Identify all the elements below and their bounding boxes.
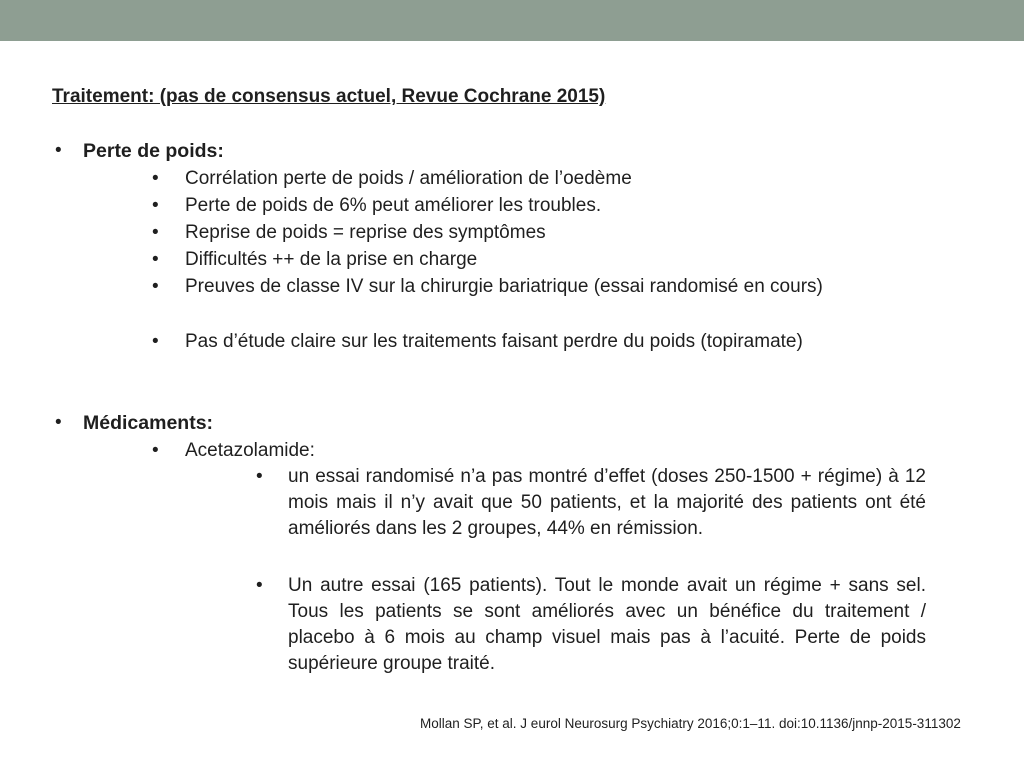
- list-item-text: Pas d’étude claire sur les traitements faisant perdre du poids (topiramate): [185, 331, 803, 352]
- bullet-icon: •: [152, 195, 159, 216]
- list-item-text: Perte de poids de 6% peut améliorer les troubles.: [185, 195, 602, 216]
- list-item-text: Corrélation perte de poids / amélioration de l’oedème: [185, 168, 632, 189]
- section-weight-loss: [55, 138, 455, 164]
- list-item-text: Difficultés ++ de la prise en charge: [185, 249, 478, 270]
- trial-item: [256, 573, 926, 677]
- list-item: [152, 193, 912, 219]
- bullet-icon: •: [152, 440, 159, 461]
- trial-text: un essai randomisé n’a pas montré d’effet (doses 250-1500 + régime) à 12 mois mais il n’y avait que 50 patients, et la majorité des patients ont été améliorés dans les 2 groupes, 44% en rémission.: [288, 466, 926, 539]
- list-item: [152, 166, 912, 192]
- bullet-icon: •: [55, 412, 62, 433]
- list-item: [152, 274, 872, 300]
- list-item-text: Preuves de classe IV sur la chirurgie bariatrique (essai randomisé en cours): [185, 276, 823, 297]
- list-item: [152, 220, 912, 246]
- bullet-icon: •: [55, 140, 62, 161]
- drug-name: Acetazolamide:: [185, 440, 315, 461]
- trial-text: Un autre essai (165 patients). Tout le monde avait un régime + sans sel. Tous les patients se sont améliorés avec un bénéfice du traitement / placebo à 6 mois au champ visuel mais pas à l’acuité. Perte de poids supérieure groupe traité.: [288, 575, 926, 674]
- trial-item: [256, 464, 926, 542]
- bullet-icon: •: [152, 249, 159, 270]
- list-item: [152, 329, 812, 355]
- header-bar: [0, 0, 1024, 41]
- list-item: [152, 438, 912, 464]
- section-heading: Perte de poids:: [83, 140, 224, 162]
- reference-citation: Mollan SP, et al. J eurol Neurosurg Psychiatry 2016;0:1–11. doi:10.1136/jnnp-2015-311302: [420, 716, 961, 731]
- bullet-icon: •: [256, 466, 263, 487]
- bullet-icon: •: [152, 222, 159, 243]
- slide-title: Traitement: (pas de consensus actuel, Revue Cochrane 2015): [52, 86, 606, 107]
- bullet-icon: •: [256, 575, 263, 596]
- bullet-icon: •: [152, 168, 159, 189]
- list-item-text: Reprise de poids = reprise des symptômes: [185, 222, 546, 243]
- bullet-icon: •: [152, 276, 159, 297]
- bullet-icon: •: [152, 331, 159, 352]
- list-item: [152, 247, 912, 273]
- section-drugs: [55, 410, 455, 436]
- section-heading: Médicaments:: [83, 412, 214, 434]
